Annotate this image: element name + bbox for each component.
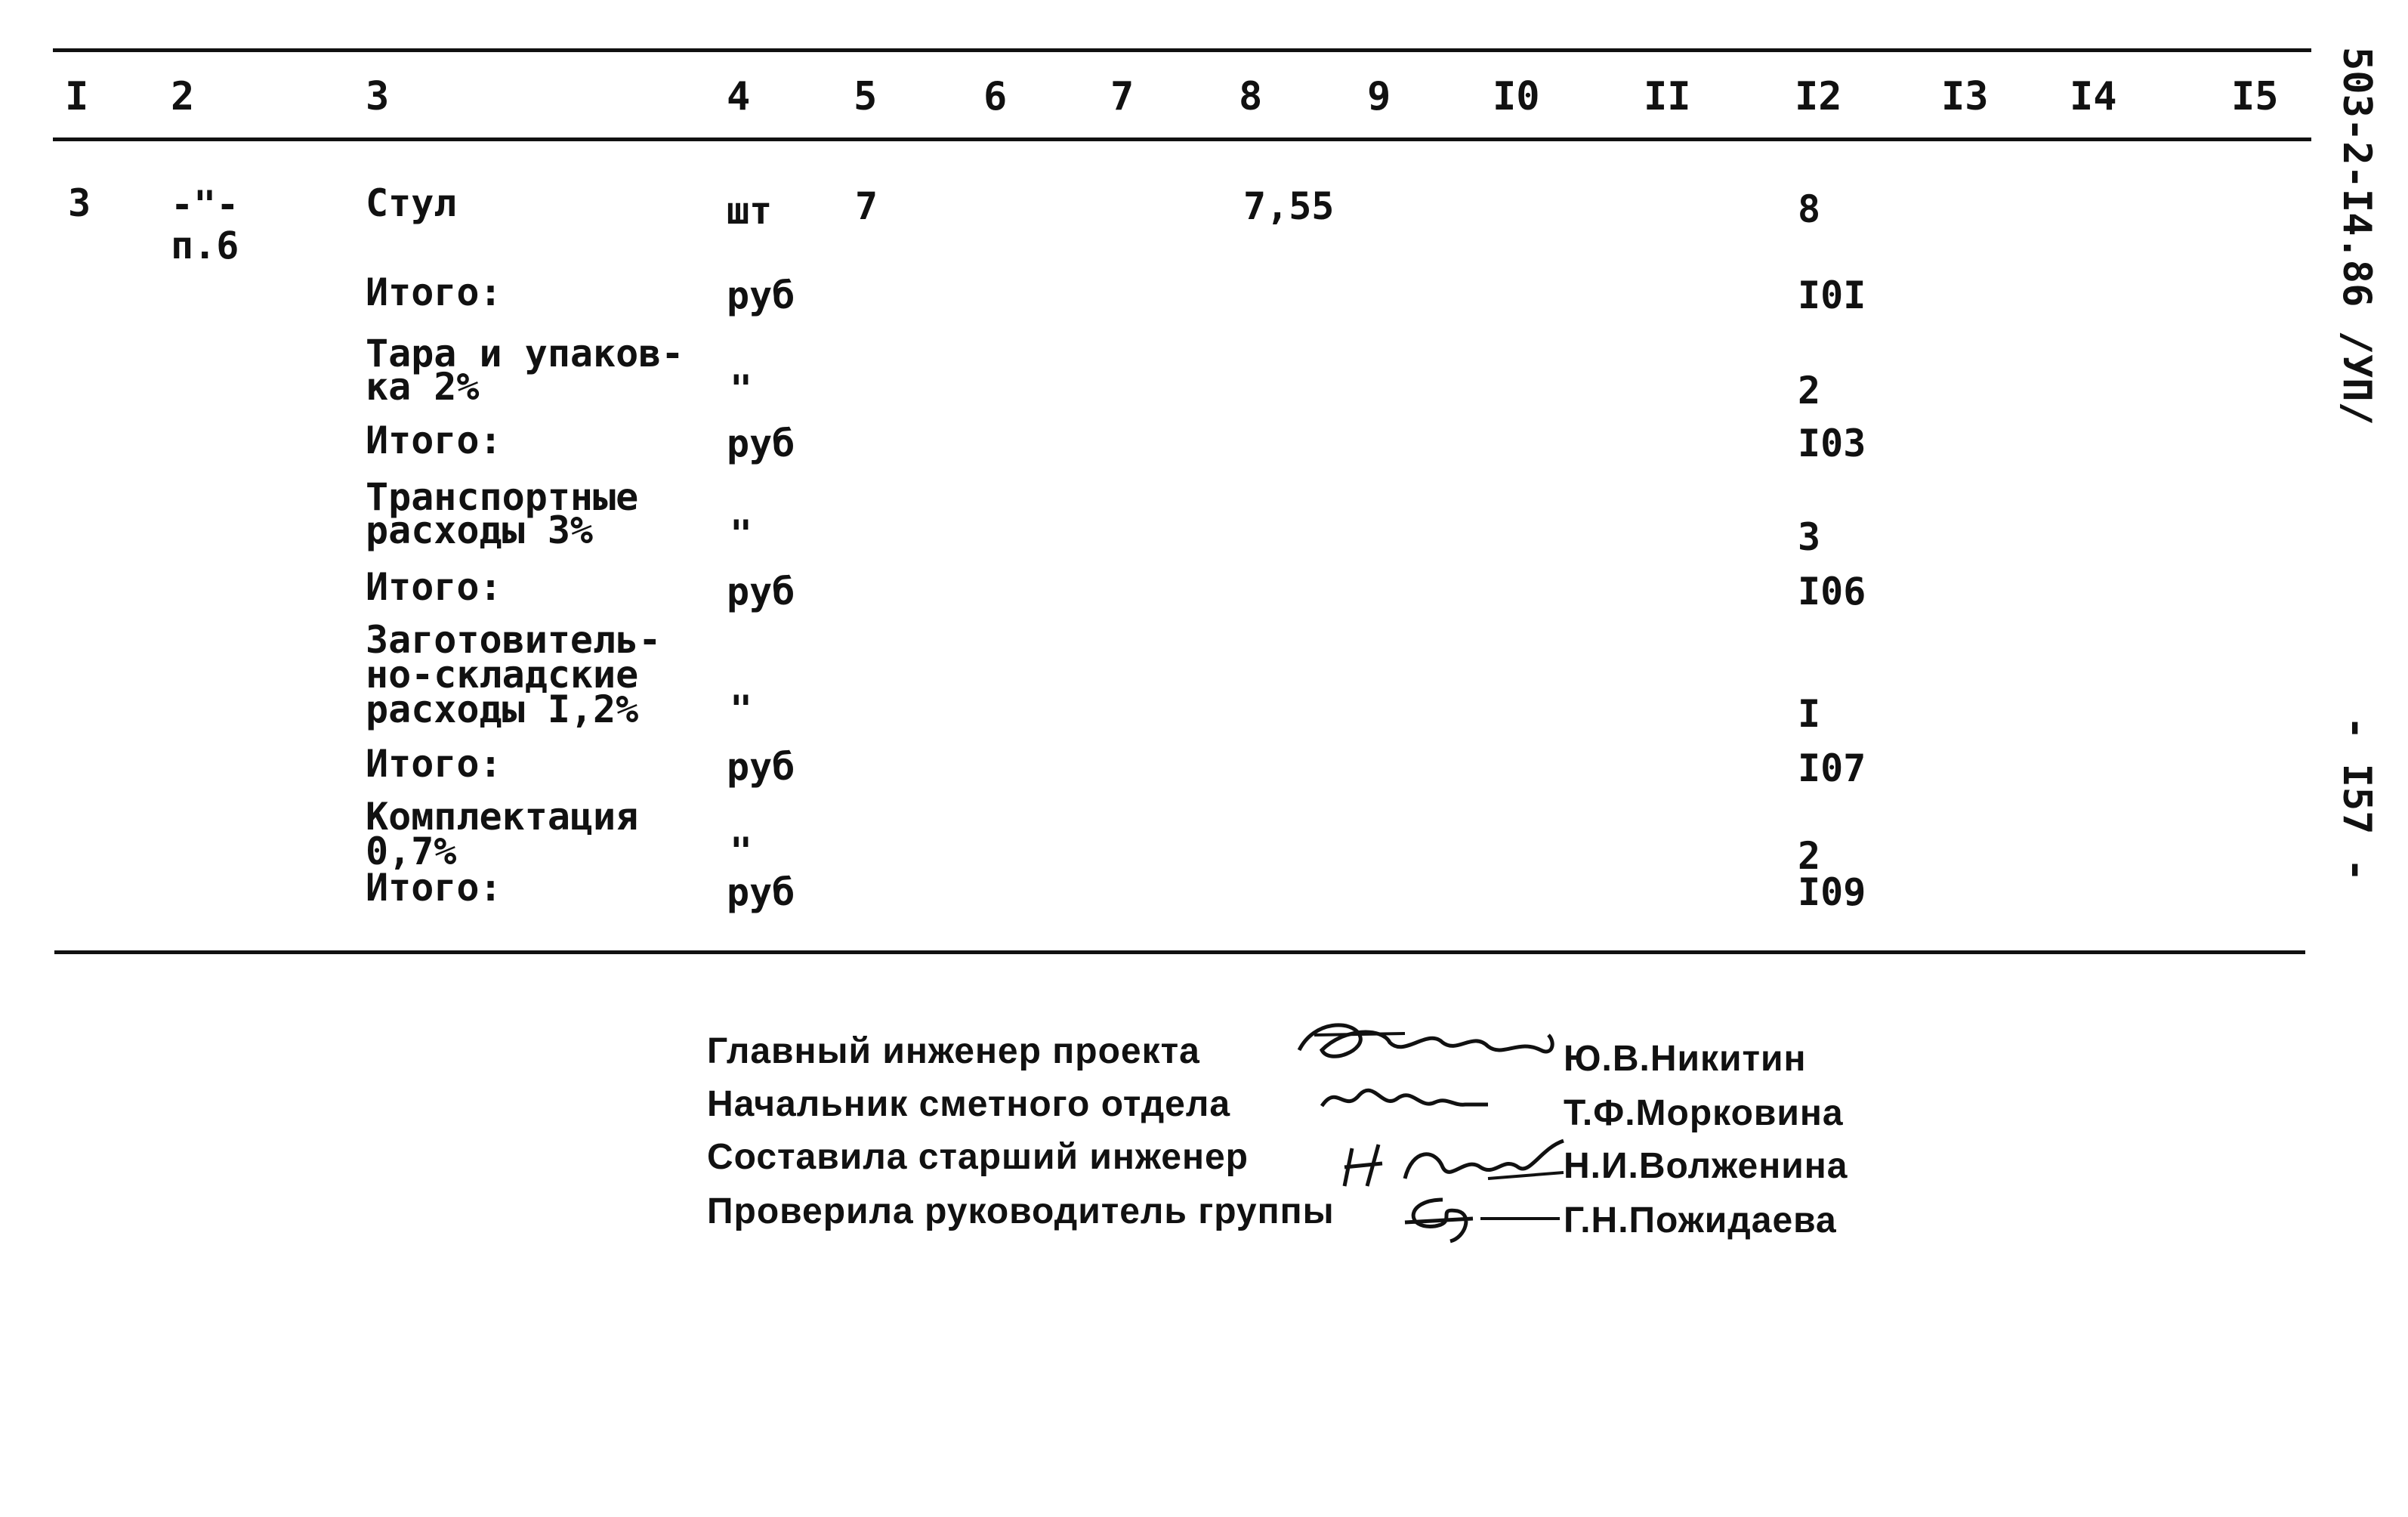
item-name: Итого: xyxy=(366,565,502,609)
document-code: 503-2-I4.86 /УП/ xyxy=(2334,47,2379,425)
price-cell: 7,55 xyxy=(1243,184,1335,228)
unit-cell: " xyxy=(730,687,753,731)
col-header: I xyxy=(65,74,89,119)
item-name: Итого: xyxy=(366,866,502,910)
amount-cell: 3 xyxy=(1798,515,1821,559)
col-header: 9 xyxy=(1367,74,1391,119)
item-name: Итого: xyxy=(366,419,502,462)
col-header: II xyxy=(1644,74,1691,119)
amount-cell: I xyxy=(1798,692,1821,736)
item-name: Заготовитель- но-складские расходы I,2% xyxy=(366,618,662,731)
amount-cell: I06 xyxy=(1798,570,1866,613)
quantity-cell: 7 xyxy=(855,184,878,228)
amount-cell: I03 xyxy=(1798,422,1866,465)
item-name: Стул xyxy=(366,181,457,225)
amount-cell: I09 xyxy=(1798,870,1866,914)
item-name: Итого: xyxy=(366,742,502,786)
amount-cell: I07 xyxy=(1798,746,1866,790)
amount-cell: I0I xyxy=(1798,273,1866,317)
item-name: Итого: xyxy=(366,270,502,314)
unit-cell: " xyxy=(730,512,753,556)
amount-cell: 2 xyxy=(1798,369,1821,412)
signatory-role: Главный инженер проекта xyxy=(707,1031,1200,1071)
col-header: 3 xyxy=(366,74,390,119)
unit-cell: " xyxy=(730,830,753,873)
signatory-role: Проверила руководитель группы xyxy=(707,1191,1335,1231)
signatory-role: Составила старший инженер xyxy=(707,1137,1249,1177)
col-header: 8 xyxy=(1239,74,1263,119)
amount-cell: 2 xyxy=(1798,834,1821,878)
unit-cell: руб xyxy=(727,570,795,613)
col-header: 2 xyxy=(171,74,195,119)
item-name: Тара и упаков- ка 2% xyxy=(366,332,684,409)
col-header: 6 xyxy=(983,74,1008,119)
reference-cell: -"- п.6 xyxy=(171,183,239,267)
signatory-name: Т.Ф.Морковина xyxy=(1564,1093,1844,1133)
handwritten-signature xyxy=(1284,1012,1571,1073)
unit-cell: руб xyxy=(727,273,795,317)
top-rule xyxy=(53,48,2311,52)
unit-cell: руб xyxy=(727,422,795,465)
handwritten-signature xyxy=(1314,1076,1496,1121)
item-name: Транспортные расходы 3% xyxy=(366,475,639,552)
unit-cell: шт xyxy=(727,189,773,233)
handwritten-signature xyxy=(1337,1126,1571,1194)
signatory-role: Начальник сметного отдела xyxy=(707,1084,1231,1124)
col-header: 5 xyxy=(854,74,878,119)
bottom-rule xyxy=(54,950,2305,954)
page-number: - I57 - xyxy=(2334,716,2379,882)
unit-cell: " xyxy=(730,367,753,411)
signatory-name: Г.Н.Пожидаева xyxy=(1564,1200,1837,1240)
signatory-name: Н.И.Волженина xyxy=(1564,1146,1848,1186)
col-header: I0 xyxy=(1493,74,1540,119)
handwritten-signature xyxy=(1390,1185,1571,1245)
col-header: I4 xyxy=(2070,74,2117,119)
signatory-name: Ю.В.Никитин xyxy=(1564,1039,1807,1079)
col-header: 7 xyxy=(1110,74,1135,119)
col-header: I2 xyxy=(1795,74,1842,119)
amount-cell: 8 xyxy=(1798,187,1821,231)
unit-cell: руб xyxy=(727,745,795,789)
col-header: I3 xyxy=(1941,74,1989,119)
col-header: I5 xyxy=(2231,74,2279,119)
row-number: 3 xyxy=(68,181,91,225)
header-rule xyxy=(53,137,2311,141)
unit-cell: руб xyxy=(727,870,795,914)
item-name: Комплектация 0,7% xyxy=(366,795,639,873)
col-header: 4 xyxy=(727,74,751,119)
